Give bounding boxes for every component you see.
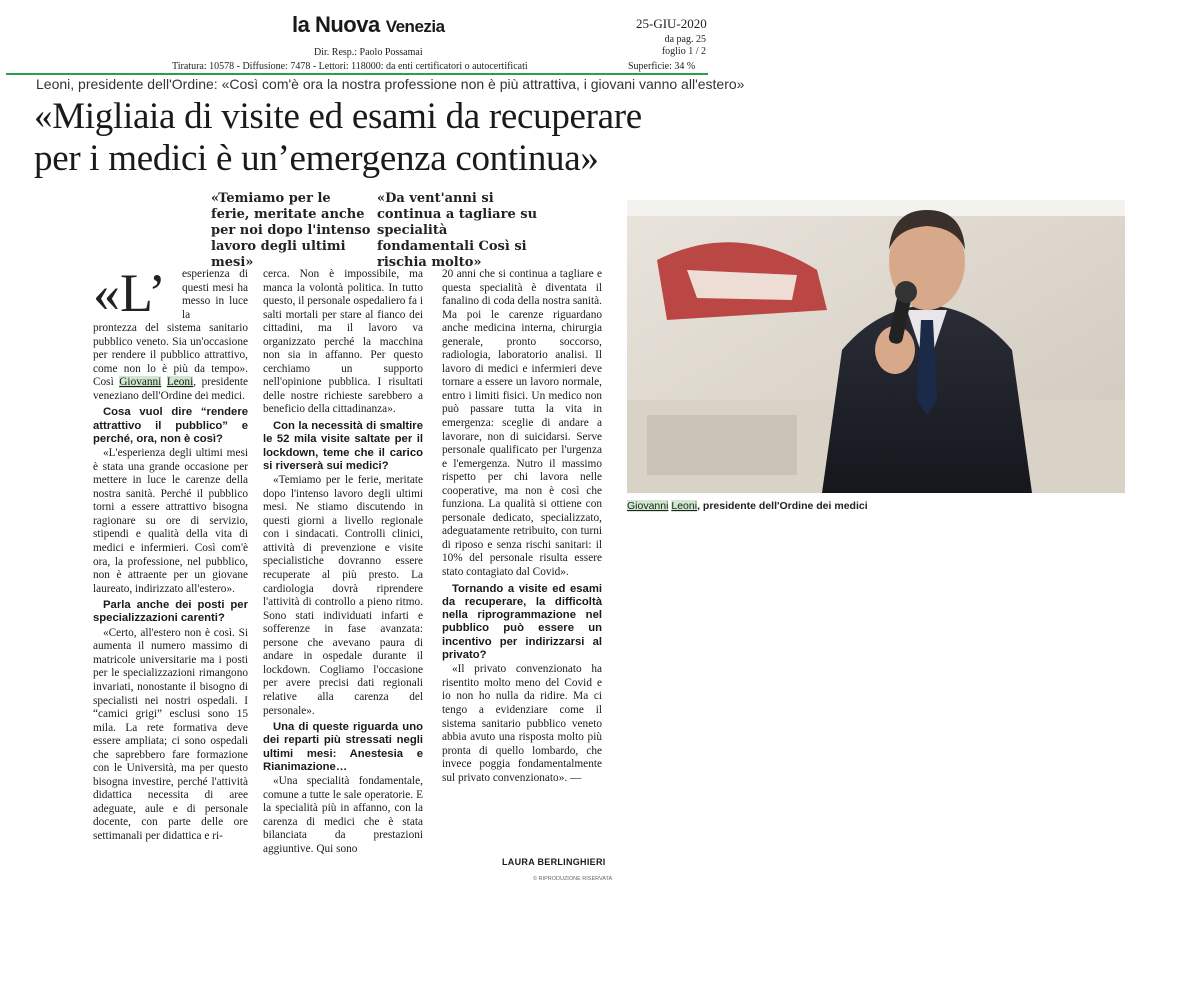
page-ref: da pag. 25 [664,34,706,45]
headline [34,96,724,180]
question-5: Tornando a visite ed esami da recuperare, la difficoltà nella riprogrammazione nel pubblico può essere un incentivo per indirizzarsi al privato? [442,582,602,662]
answer-5: «Il privato convenzionato ha risentito molto meno del Covid e io non ho nulla da ridire. Ma ci tengo a evidenziare come il sistema sanitario pubblico veneto abbia avuto una risposta molto più pronta di quello lombardo, che invece poggia fondamentalmente sul privato convenzionato». — [442,663,602,784]
column-2 [263,268,423,857]
intro-paragraph: prontezza del sistema sanitario pubblico veneto. Sia un'occasione per rendere il pubblico attrattivo, come non lo è più da tempo». Così Giovanni Leoni, presidente veneziano dell'Ordine dei medici. [93,322,249,402]
header-rule [6,73,708,75]
drop-cap: «L’ [93,263,167,323]
caption-text: , presidente dell'Ordine dei medici [697,500,868,512]
edition: Venezia [385,17,445,36]
question-1: Cosa vuol dire “rendere attrattivo il pubblico” e perché, ora, non è così? [93,406,248,445]
director: Dir. Resp.: Paolo Possamai [314,47,423,58]
column-3 [442,268,602,785]
answer-4: «Una specialità fondamentale, comune a tutte le sale operatorie. E la specialità più in affanno, con la carenza di medici che è stata bilanciata da prestazioni aggiuntive. Qui sono [263,775,423,855]
overline: Leoni, presidente dell'Ordine: «Così com'è ora la nostra professione non è più attrattiva, i giovani vanno all'estero» [36,76,745,92]
copyright-note: © RIPRODUZIONE RISERVATA [533,876,613,882]
author-signature: LAURA BERLINGHIERI [502,857,606,867]
page-meta [658,34,706,58]
question-2: Parla anche dei posti per specializzazioni carenti? [93,599,248,625]
column-1 [93,322,248,844]
answer-3: «Temiamo per le ferie, meritate dopo l'intenso lavoro degli ultimi mesi. Ne stiamo discutendo in questi giorni a livello regionale con i sindacati. Controlli clinici, attività di prevenzione e visite specialistiche dovranno essere recuperate al più presto. La cardiologia dovrà riprendere l'attività di controllo a pieno ritmo. Sono stati individuati infarti e sofferenze in fase avanzata: persone che avevano paura di andare in ospedale durante il lockdown. Cogliamo l'occasione per avere precisi dati regionali relative alla carenza del personale». [263,474,423,717]
name-first: Giovanni [119,376,162,389]
caption-name-last: Leoni [671,500,698,512]
question-3: Con la necessità di smaltire le 52 mila visite saltate per il lockdown, teme che il carico si riverserà sui medici? [263,420,423,472]
answer-2-cont: cerca. Non è impossibile, ma manca la volontà politica. In tutto questo, il personale ospedaliero fa i salti mortali per stare al fianco dei cittadini, ma il lavoro va organizzato perché la macchina non sia in affanno. Per questo cerchiamo un supporto nell'opinione pubblica. I risultati delle nostre richieste sarebbero a beneficio della cittadinanza». [263,268,423,416]
pull-quote-1: «Temiamo per le ferie, meritate anche per noi dopo l'intenso lavoro degli ultimi mesi» [211,191,371,270]
surface-percent: Superficie: 34 % [628,61,696,72]
intro-lead: esperienza di questi mesi ha messo in luce la [182,268,248,321]
question-4: Una di queste riguarda uno dei reparti più stressati negli ultimi mesi: Anestesia e Rianimazione… [263,721,423,773]
headline-line-2: per i medici è un’emergenza continua» [34,138,599,179]
caption-name-first: Giovanni [627,500,669,512]
photo-caption [627,500,868,512]
sheet-number: foglio 1 / 2 [661,46,706,57]
answer-4-cont: 20 anni che si continua a tagliare e questa specialità è diventata il fanalino di coda della nostra sanità. Ma poi le carenze riguardano anche medicina interna, chirurgia generale, pronto soccorso, radiologia, laboratorio analisi. Il lavoro di medici e infermieri deve tornare a essere un lavoro normale, entro i limiti fisici. Un medico non può passare tutta la vita in emergenza: sceglie di andare a lavorare, non di suicidarsi. Serve personale qualificato per l'urgenza e l'emergenza. Nutro il massimo rispetto per chi lavora nelle cooperative, ma non è così che funziona. La qualità si ottiene con personale dedicato, specializzato, adeguatamente retribuito, con turni di riposo e senza rischi sanitari: il 10% del personale risulta essere stato contagiato dal Covid». [442,268,602,579]
answer-1: «L'esperienza degli ultimi mesi è stata una grande occasione per mettere in luce le carenze della nostra sanità. Perché il pubblico torni a essere attrattivo bisogna ragionare su ore di servizio, stipendi e qualità della vita di medici e infermieri. Così com'è ora, la professione, nel pubblico, non è attraente per un giovane laureato, indirizzato all'estero». [93,447,248,595]
name-last: Leoni [166,376,194,389]
date: 25-GIU-2020 [636,16,707,31]
pull-quote-2: «Da vent'anni si continua a tagliare su specialità fondamentali Così si rischia molto» [377,191,538,270]
photo-speaker [627,200,1125,493]
headline-line-1: «Migliaia di visite ed esami da recuperare [34,96,642,137]
masthead: la Nuova Venezia [292,12,445,37]
speaker-photo-illustration [627,200,1125,493]
circulation-stats: Tiratura: 10578 - Diffusione: 7478 - Lettori: 118000: da enti certificatori o autocertificati [172,61,528,72]
answer-2: «Certo, all'estero non è così. Si aumenta il numero massimo di matricole universitarie ma i posti per le specializzazioni rimangono invariati, nonostante il bisogno di specialisti nei nostri ospedali. I “camici grigi” esclusi sono 15 mila. La rete formativa deve essere ampliata; ci sono ospedali che saprebbero fare formazione con le Università, ma per questo bisogna investire, perché l'attività didattica necessita di aree adeguate, aule e di personale docente, con parte delle ore settimanali per didattica e ri- [93,626,248,842]
